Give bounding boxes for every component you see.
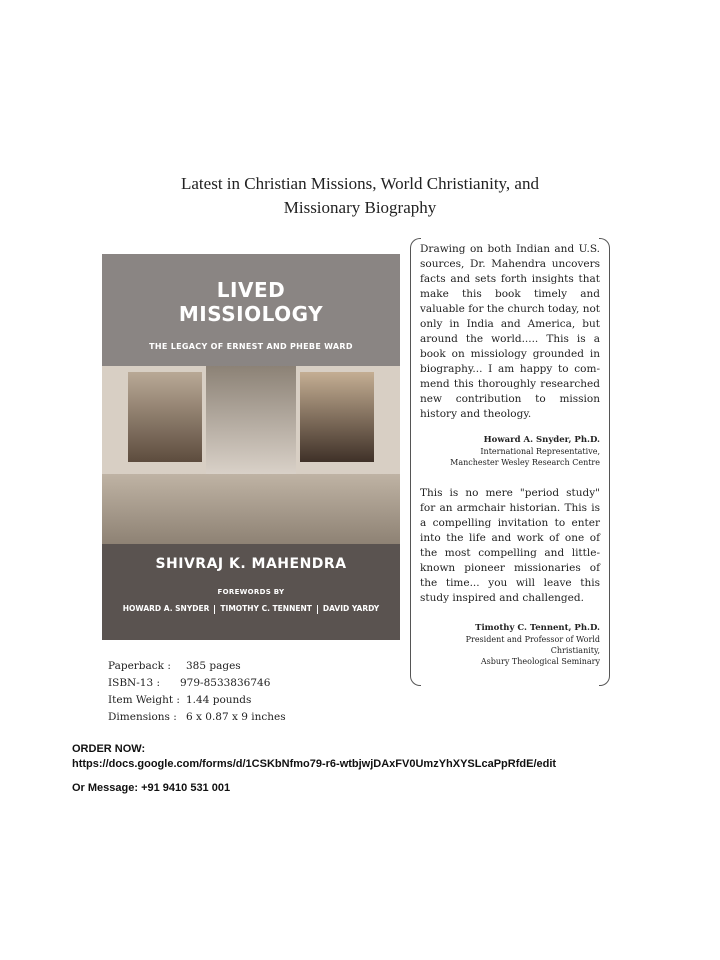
spec-dimensions: Dimensions : 6 x 0.87 x 9 inches (108, 711, 286, 723)
endorsement-text: Drawing on both Indian and U.S. sources, Dr. Mahendra uncovers facts and sets forth insights that make this book timely and valuable for the church today, not only in India and America, but around the world..... This is a book on missiology grounded in biography... I am happy to com-mend this thoroughly researched new contribution to mission history and theology. (420, 243, 600, 420)
endorser-org: Manchester Wesley Research Centre (450, 458, 600, 467)
cover-title (102, 278, 400, 326)
order-link[interactable]: https://docs.google.com/forms/d/1CSKbNfmo79-r6-wtbjwjDAxFV0UmzYhXYSLcaPpRfdE/edit (72, 758, 557, 770)
book-specs (108, 658, 286, 726)
page-heading (0, 172, 720, 220)
spec-paperback: Paperback : 385 pages (108, 660, 241, 672)
endorser-role: Christianity, (550, 646, 600, 655)
order-message: Or Message: +91 9410 531 001 (72, 782, 231, 794)
forewords-label: FOREWORDS BY (217, 588, 285, 596)
order-section (72, 742, 556, 772)
portrait-man-photo (300, 372, 374, 462)
endorsement-attribution (420, 622, 600, 667)
family-photo (206, 366, 296, 474)
order-label: ORDER NOW: (72, 743, 146, 755)
endorser-org: Asbury Theological Seminary (480, 657, 600, 666)
foreword-name: DAVID YARDY (322, 604, 380, 613)
cover-author: SHIVRAJ K. MAHENDRA (155, 556, 347, 572)
endorser-role: President and Professor of World (465, 635, 600, 644)
bracket-right (599, 238, 610, 686)
endorsement-text: This is no mere "period study" for an armchair historian. This is a compelling invitation to enter into the life and work of one of the most compelling and little-known pioneer missionaries of the time... you will leave this study inspired and challenged. (420, 487, 600, 604)
foreword-name: TIMOTHY C. TENNENT (220, 604, 312, 613)
separator (214, 605, 215, 614)
cover-subtitle: THE LEGACY OF ERNEST AND PHEBE WARD (149, 342, 353, 351)
cover-title-line-1: LIVED (216, 278, 286, 302)
group-photo (102, 474, 400, 544)
separator (317, 605, 318, 614)
spec-weight: Item Weight : 1.44 pounds (108, 694, 252, 706)
heading-line-2: Missionary Biography (283, 198, 437, 217)
endorsements-box (420, 238, 600, 684)
book-cover (102, 254, 400, 640)
portrait-woman-photo (128, 372, 202, 462)
endorser-name: Timothy C. Tennent, Ph.D. (475, 623, 600, 633)
cover-title-line-2: MISSIOLOGY (178, 302, 324, 326)
heading-line-1: Latest in Christian Missions, World Christianity, and (181, 174, 539, 193)
endorsement-attribution (420, 434, 600, 468)
spec-isbn: ISBN-13 : 979-8533836746 (108, 677, 271, 689)
foreword-name: HOWARD A. SNYDER (122, 604, 210, 613)
forewords-names (102, 604, 400, 614)
cover-portraits (102, 366, 400, 474)
endorser-role: International Representative, (480, 447, 600, 456)
endorser-name: Howard A. Snyder, Ph.D. (483, 435, 600, 445)
